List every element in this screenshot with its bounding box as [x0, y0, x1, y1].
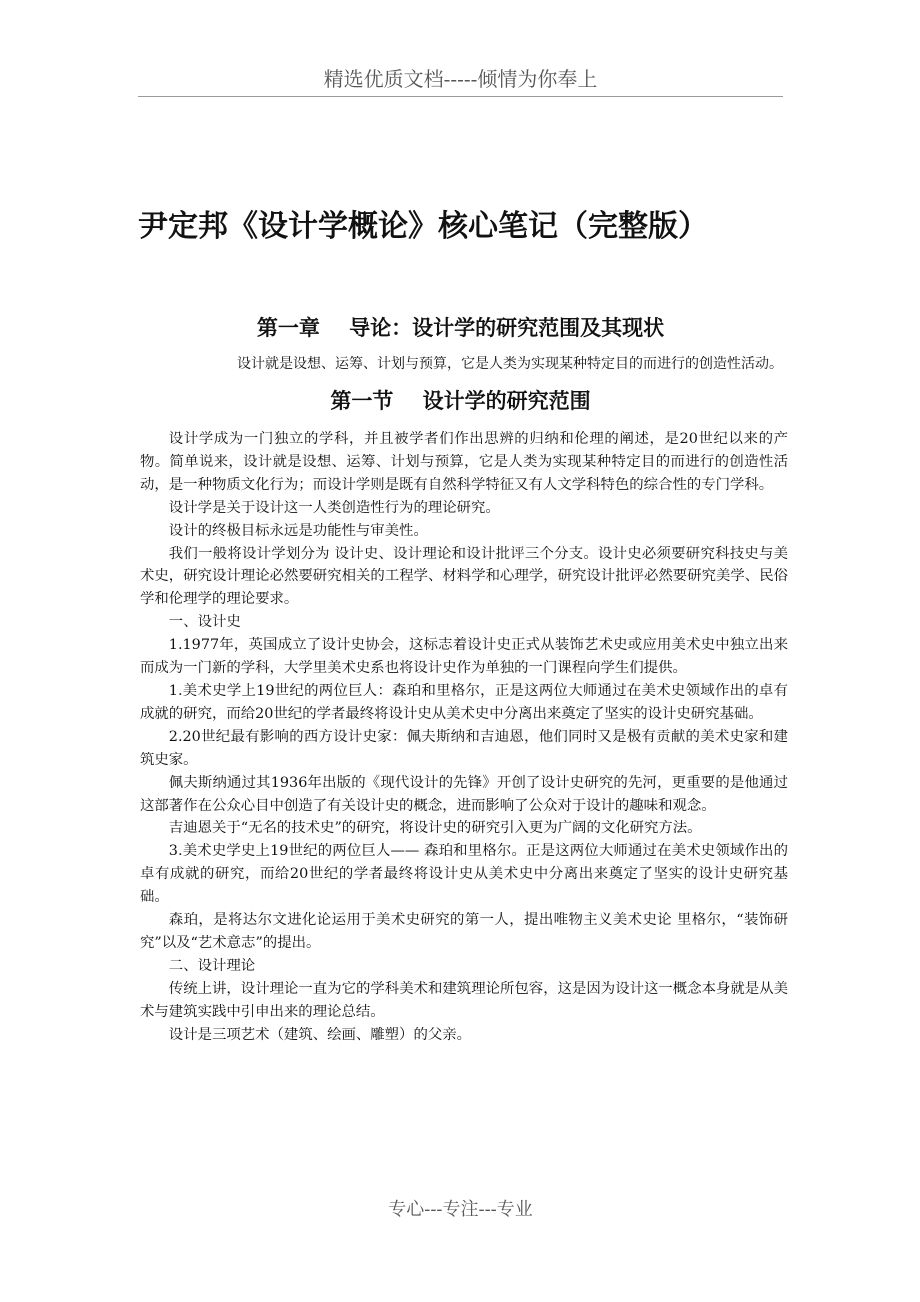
paragraph: 吉迪恩关于“无名的技术史”的研究，将设计史的研究引入更为广阔的文化研究方法。 [168, 820, 702, 837]
paragraph: 设计是三项艺术（建筑、绘画、雕塑）的父亲。 [168, 1026, 472, 1043]
page-header: 精选优质文档-----倾情为你奉上 [138, 62, 783, 97]
paragraph: 佩夫斯纳通过其1936年出版的《现代设计的先锋》开创了设计史研究的先河，更重要的是他通过这部著作在公众心目中创造了有关设计史的概念，进而影响了公众对于设计的趣味和观念。 [140, 774, 788, 814]
paragraph: 3.美术史学史上19世纪的两位巨人—— 森珀和里格尔。正是这两位大师通过在美术史领域作出的卓有成就的研究，而给20世纪的学者最终将设计史从美术史中分离出来奠定了坚实的设计史研究基础。 [140, 843, 788, 906]
paragraph: 1.1977年，英国成立了设计史协会，这标志着设计史正式从装饰艺术史或应用美术史中独立出来而成为一门新的学科，大学里美术史系也将设计史作为单独的一门课程向学生们提供。 [140, 637, 788, 677]
paragraph: 设计学是关于设计这一人类创造性行为的理论研究。 [168, 499, 500, 516]
paragraph: 传统上讲，设计理论一直为它的学科美术和建筑理论所包容，这是因为设计这一概念本身就是从美术与建筑实践中引申出来的理论总结。 [140, 980, 788, 1020]
subsection-heading: 一、设计史 [168, 614, 241, 631]
paragraph: 森珀，是将达尔文进化论运用于美术史研究的第一人，提出唯物主义美术史论 里格尔，“装饰研究”以及“艺术意志”的提出。 [140, 912, 788, 951]
paragraph: 2.20世纪最有影响的西方设计史家：佩夫斯纳和吉迪恩，他们同时又是极有贡献的美术史家和建筑史家。 [140, 728, 788, 768]
page-footer: 专心---专注---专业 [388, 1199, 533, 1220]
section-heading: 第一节 设计学的研究范围 [330, 389, 591, 413]
subsection-heading: 二、设计理论 [168, 957, 256, 974]
chapter-intro: 设计就是设想、运筹、计划与预算，它是人类为实现某种特定目的而进行的创造性活动。 [237, 356, 783, 372]
paragraph: 设计的终极目标永远是功能性与审美性。 [168, 522, 428, 539]
paragraph: 我们一般将设计学划分为 设计史、设计理论和设计批评三个分支。设计史必须要研究科技史与美术史，研究设计理论必然要研究相关的工程学、材料学和心理学，研究设计批评必然要研究美学、民俗学和伦理学的理论要求。 [140, 545, 788, 608]
document-title: 尹定邦《设计学概论》核心笔记（完整版） [138, 209, 708, 244]
paragraph: 设计学成为一门独立的学科，并且被学者们作出思辨的归纳和伦理的阐述，是20世纪以来的产物。简单说来，设计就是设想、运筹、计划与预算，它是人类为实现某种特定目的而进行的创造性活动，是一种物质文化行为；而设计学则是既有自然科学特征又有人文学科特色的综合性的专门学科。 [140, 431, 788, 493]
paragraph: 1.美术史学上19世纪的两位巨人：森珀和里格尔，正是这两位大师通过在美术史领域作出的卓有成就的研究，而给20世纪的学者最终将设计史从美术史中分离出来奠定了坚实的设计史研究基础。 [140, 682, 788, 722]
chapter-heading: 第一章 导论：设计学的研究范围及其现状 [256, 316, 665, 340]
body-text [140, 428, 788, 1046]
